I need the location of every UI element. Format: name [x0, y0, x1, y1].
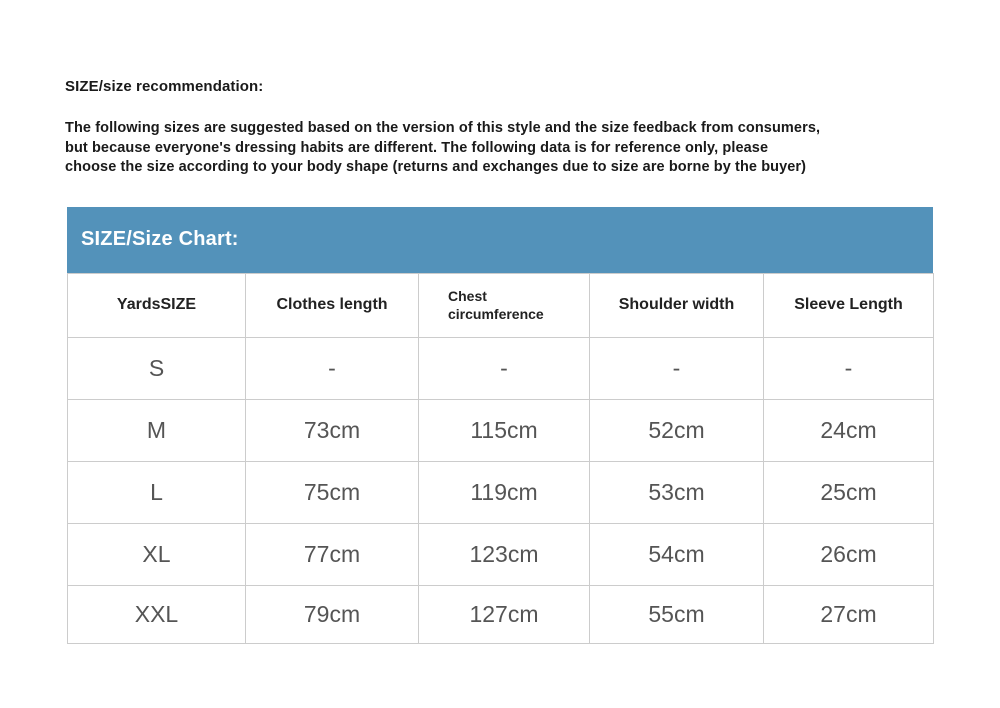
col-header-sleeve-length: Sleeve Length: [764, 273, 934, 337]
cell-value: 24cm: [764, 399, 934, 461]
size-chart: [67, 207, 933, 644]
table-row-m: [68, 399, 934, 461]
cell-value: 55cm: [590, 585, 764, 643]
cell-size: XL: [68, 523, 246, 585]
cell-value: 75cm: [246, 461, 419, 523]
size-chart-header-bar: [67, 207, 933, 273]
cell-value: 79cm: [246, 585, 419, 643]
section-heading: SIZE/size recommendation:: [65, 78, 264, 95]
table-row-xxl: [68, 585, 934, 643]
cell-value: 123cm: [419, 523, 590, 585]
col-header-clothes-length: Clothes length: [246, 273, 419, 337]
cell-value: 127cm: [419, 585, 590, 643]
table-row-s: [68, 337, 934, 399]
cell-size: XXL: [68, 585, 246, 643]
cell-value: 115cm: [419, 399, 590, 461]
cell-size: L: [68, 461, 246, 523]
cell-value: -: [419, 337, 590, 399]
cell-value: 73cm: [246, 399, 419, 461]
cell-size: S: [68, 337, 246, 399]
cell-value: 52cm: [590, 399, 764, 461]
note-line-2: but because everyone's dressing habits are different. The following data is for reference only, please: [65, 139, 769, 156]
cell-value: 53cm: [590, 461, 764, 523]
cell-value: -: [246, 337, 419, 399]
chest-header-label: Chest circumference: [448, 287, 544, 322]
table-row-l: [68, 461, 934, 523]
cell-value: 119cm: [419, 461, 590, 523]
col-header-chest-circumference: [419, 273, 590, 337]
size-table: [67, 273, 934, 644]
cell-value: 77cm: [246, 523, 419, 585]
cell-value: 54cm: [590, 523, 764, 585]
cell-value: -: [590, 337, 764, 399]
table-header-row: [68, 273, 934, 337]
col-header-yards-size: YardsSIZE: [68, 273, 246, 337]
cell-value: 25cm: [764, 461, 934, 523]
size-chart-title: SIZE/Size Chart:: [81, 228, 239, 250]
note-line-3: choose the size according to your body shape (returns and exchanges due to size are borne by the buyer): [65, 159, 807, 175]
size-note-paragraph: [65, 119, 935, 178]
cell-value: 27cm: [764, 585, 934, 643]
table-row-xl: [68, 523, 934, 585]
cell-value: -: [764, 337, 934, 399]
cell-size: M: [68, 399, 246, 461]
note-line-1: The following sizes are suggested based on the version of this style and the size feedback from consumers,: [65, 120, 821, 136]
cell-value: 26cm: [764, 523, 934, 585]
col-header-shoulder-width: Shoulder width: [590, 273, 764, 337]
